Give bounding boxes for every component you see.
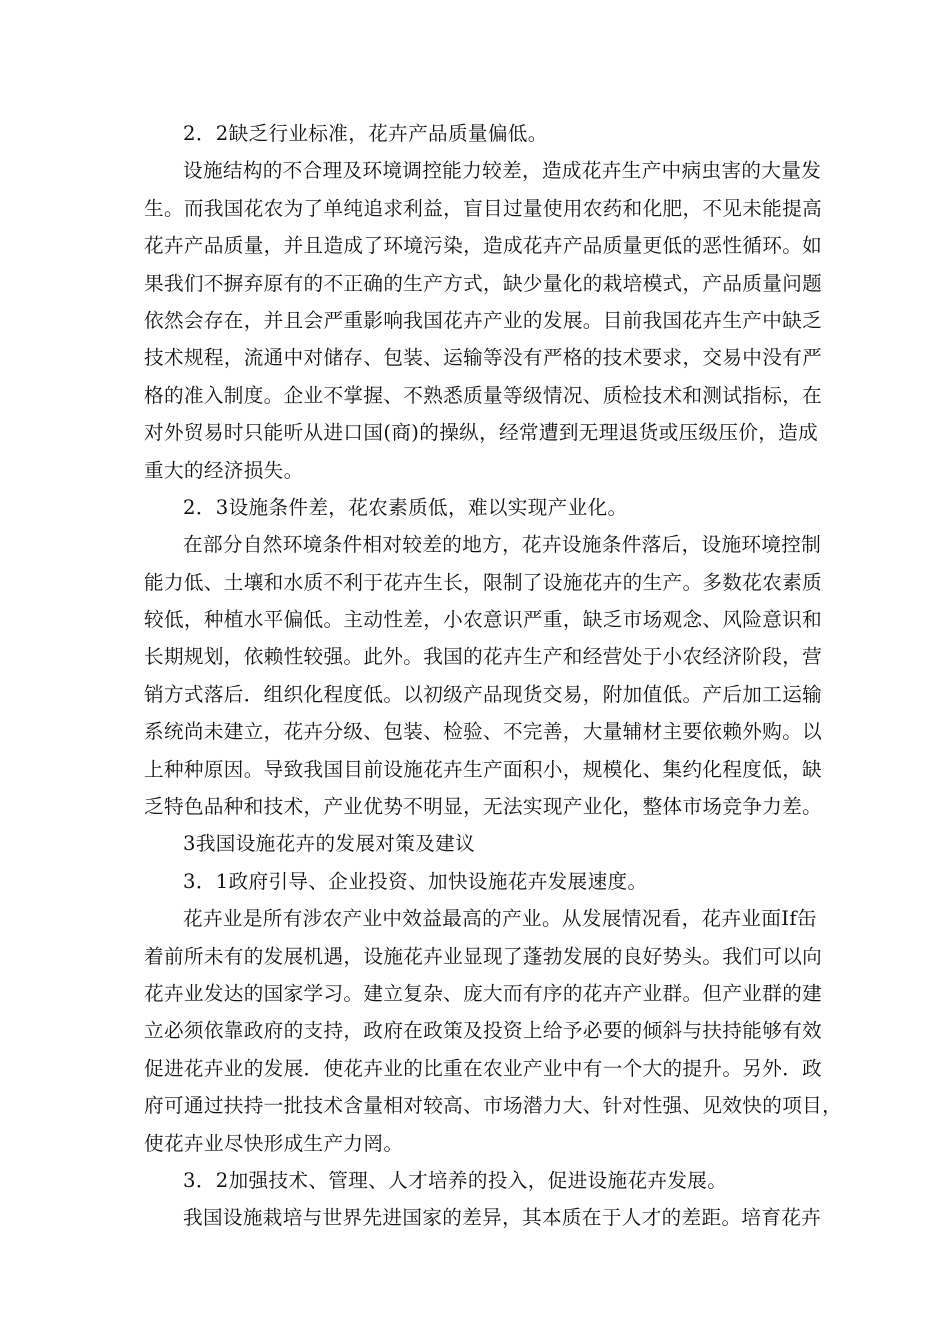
text-line: 系统尚未建立，花卉分级、包装、检验、不完善，大量辅材主要依赖外购。以: [144, 720, 823, 744]
text-line: 对外贸易时只能听从进口国(商)的操纵，经常遭到无理退货或压级压价，造成: [144, 421, 819, 445]
text-line: 在部分自然环境条件相对较差的地方，花卉设施条件落后，设施环境控制: [183, 533, 822, 557]
text-line: 技术规程，流通中对储存、包装、运输等没有严格的技术要求，交易中没有严: [144, 346, 823, 370]
text-line: 花卉产品质量，并且造成了环境污染，造成花卉产品质量更低的恶性循环。如: [144, 234, 823, 258]
text-line: 我国设施栽培与世界先进国家的差异，其本质在于人才的差距。培育花卉: [183, 1206, 822, 1230]
text-line: 府可通过扶持一批技术含量相对较高、市场潜力大、针对性强、见效快的项目，: [144, 1094, 843, 1118]
text-line: 长期规划，依赖性较强。此外。我国的花卉生产和经营处于小农经济阶段，营: [144, 645, 823, 669]
text-line: 果我们不摒弃原有的不正确的生产方式，缺少量化的栽培模式，产品质量问题: [144, 271, 823, 295]
section-heading: [144, 489, 824, 526]
text-line: 2．2缺乏行业标准，花卉产品质量偏低。: [183, 122, 548, 145]
text-line: 格的准入制度。企业不掌握、不熟悉质量等级情况、质检技术和测试指标，在: [144, 383, 823, 407]
text-line: 生。而我国花农为了单纯追求利益，盲目过量使用农药和化肥，不见未能提高: [144, 196, 823, 220]
body-paragraph: [144, 152, 824, 489]
text-line: 能力低、土壤和水质不利于花卉生长，限制了设施花卉的生产。多数花农素质: [144, 570, 823, 594]
text-line: 乏特色品种和技术，产业优势不明显，无法实现产业化，整体市场竞争力差。: [144, 795, 823, 819]
text-line: 立必须依靠政府的支持，政府在政策及投资上给予必要的倾斜与扶持能够有效: [144, 1019, 823, 1043]
text-line: 设施结构的不合理及环境调控能力较差，造成花卉生产中病虫害的大量发: [183, 159, 822, 183]
text-line: 重大的经济损失。: [144, 458, 304, 482]
body-paragraph: [144, 526, 824, 825]
text-line: 花卉业发达的国家学习。建立复杂、庞大而有序的花卉产业群。但产业群的建: [144, 981, 823, 1005]
text-line: 销方式落后．组织化程度低。以初级产品现货交易，附加值低。产后加工运输: [144, 682, 823, 706]
text-line: 使花卉业尽快形成生产力罔。: [144, 1131, 404, 1155]
text-line: 3我国设施花卉的发展对策及建议: [183, 832, 476, 856]
text-line: 依然会存在，并且会严重影响我国花卉产业的发展。目前我国花卉生产中缺乏: [144, 308, 823, 332]
text-line: 上种种原因。导致我国目前设施花卉生产面积小，规模化、集约化程度低，缺: [144, 757, 823, 781]
section-heading: [144, 115, 824, 152]
text-line: 花卉业是所有涉农产业中效益最高的产业。从发展情况看，花卉业面If缶: [183, 907, 817, 931]
body-paragraph: [144, 900, 843, 1162]
text-line: 促进花卉业的发展．使花卉业的比重在农业产业中有一个大的提升。另外．政: [144, 1056, 823, 1080]
section-heading: [144, 863, 824, 900]
text-line: 2．3设施条件差，花农素质低，难以实现产业化。: [183, 495, 628, 519]
body-paragraph: [144, 1199, 824, 1236]
text-line: 3．1政府引导、企业投资、加快设施花卉发展速度。: [183, 869, 648, 893]
text-line: 较低，种植水平偏低。主动性差，小农意识严重，缺乏市场观念、风险意识和: [144, 608, 823, 632]
section-heading: [144, 825, 824, 862]
document-body: [144, 115, 843, 1237]
document-page: [144, 115, 843, 1237]
section-heading: [144, 1162, 824, 1199]
text-line: 着前所未有的发展机遇，设施花卉业显现了蓬勃发展的良好势头。我们可以向: [144, 944, 823, 968]
text-line: 3．2加强技术、管理、人才培养的投入，促进设施花卉发展。: [183, 1168, 728, 1192]
